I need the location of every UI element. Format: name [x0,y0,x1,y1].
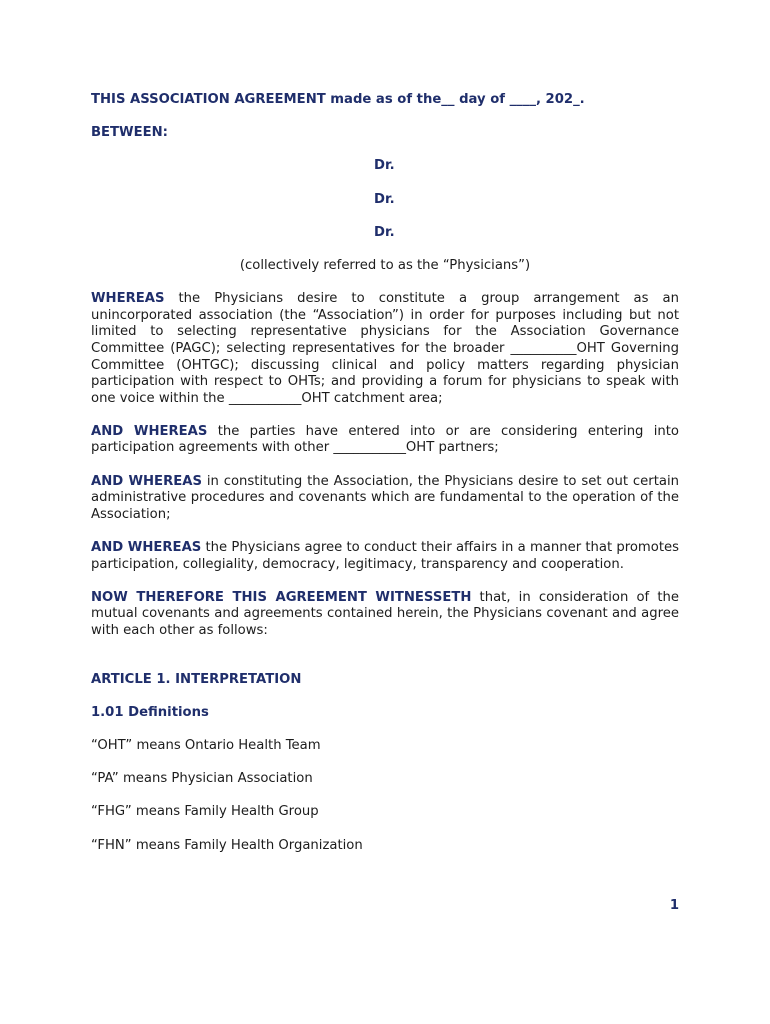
recital-text: that, in consideration of the mutual covenants and agreements contained herein, the Physicians covenant and agree with each other as follows: [91,589,679,638]
recital-text: the Physicians desire to constitute a group arrangement as an unincorporated association (the “Association”) in order for purposes including but not limited to selecting representative physicians for the Association Governance Committee (PAGC); selecting representatives for the broader __________OHT Governing Committee (OHTGC); discussing clinical and policy matters regarding physician participation with respect to OHTs; and providing a forum for physicians to speak with one voice within the ___________OHT catchment area; [91,291,679,406]
recital-lead: AND WHEREAS [91,473,202,489]
recital-paragraph [91,540,679,573]
recital-text: the parties have entered into or are considering entering into participation agreements with other ___________OHT partners; [91,423,679,456]
party-line: Dr. [374,158,395,174]
party-line: Dr. [374,224,395,240]
collective-note: (collectively referred to as the “Physicians”) [239,257,531,273]
definition-item: “PA” means Physician Association [91,771,313,787]
section-heading: 1.01 Definitions [91,704,209,720]
article-heading: ARTICLE 1. INTERPRETATION [91,671,302,687]
recital-text: in constituting the Association, the Physicians desire to set out certain administrative procedures and covenants which are fundamental to the operation of the Association; [91,473,679,522]
witnesseth-paragraph [91,590,679,640]
page-number: 1 [669,898,679,913]
party-line: Dr. [374,191,395,207]
definition-item: “FHG” means Family Health Group [91,804,319,820]
recital-lead: WHEREAS [91,291,165,307]
recital-paragraph [91,291,679,407]
recital-text: the Physicians agree to conduct their affairs in a manner that promotes participation, collegiality, democracy, legitimacy, transparency and cooperation. [91,540,679,572]
recital-paragraph [91,424,679,457]
definition-item: “FHN” means Family Health Organization [91,837,363,853]
recital-paragraph [91,474,679,524]
definition-item: “OHT” means Ontario Health Team [91,737,321,753]
recital-lead: AND WHEREAS [91,423,208,439]
document-page [91,92,679,871]
agreement-title: THIS ASSOCIATION AGREEMENT made as of the__ day of ____, 202_. [91,92,585,107]
recital-lead: NOW THEREFORE THIS AGREEMENT WITNESSETH [91,589,472,605]
between-label: BETWEEN: [91,125,168,141]
recital-lead: AND WHEREAS [91,540,202,556]
